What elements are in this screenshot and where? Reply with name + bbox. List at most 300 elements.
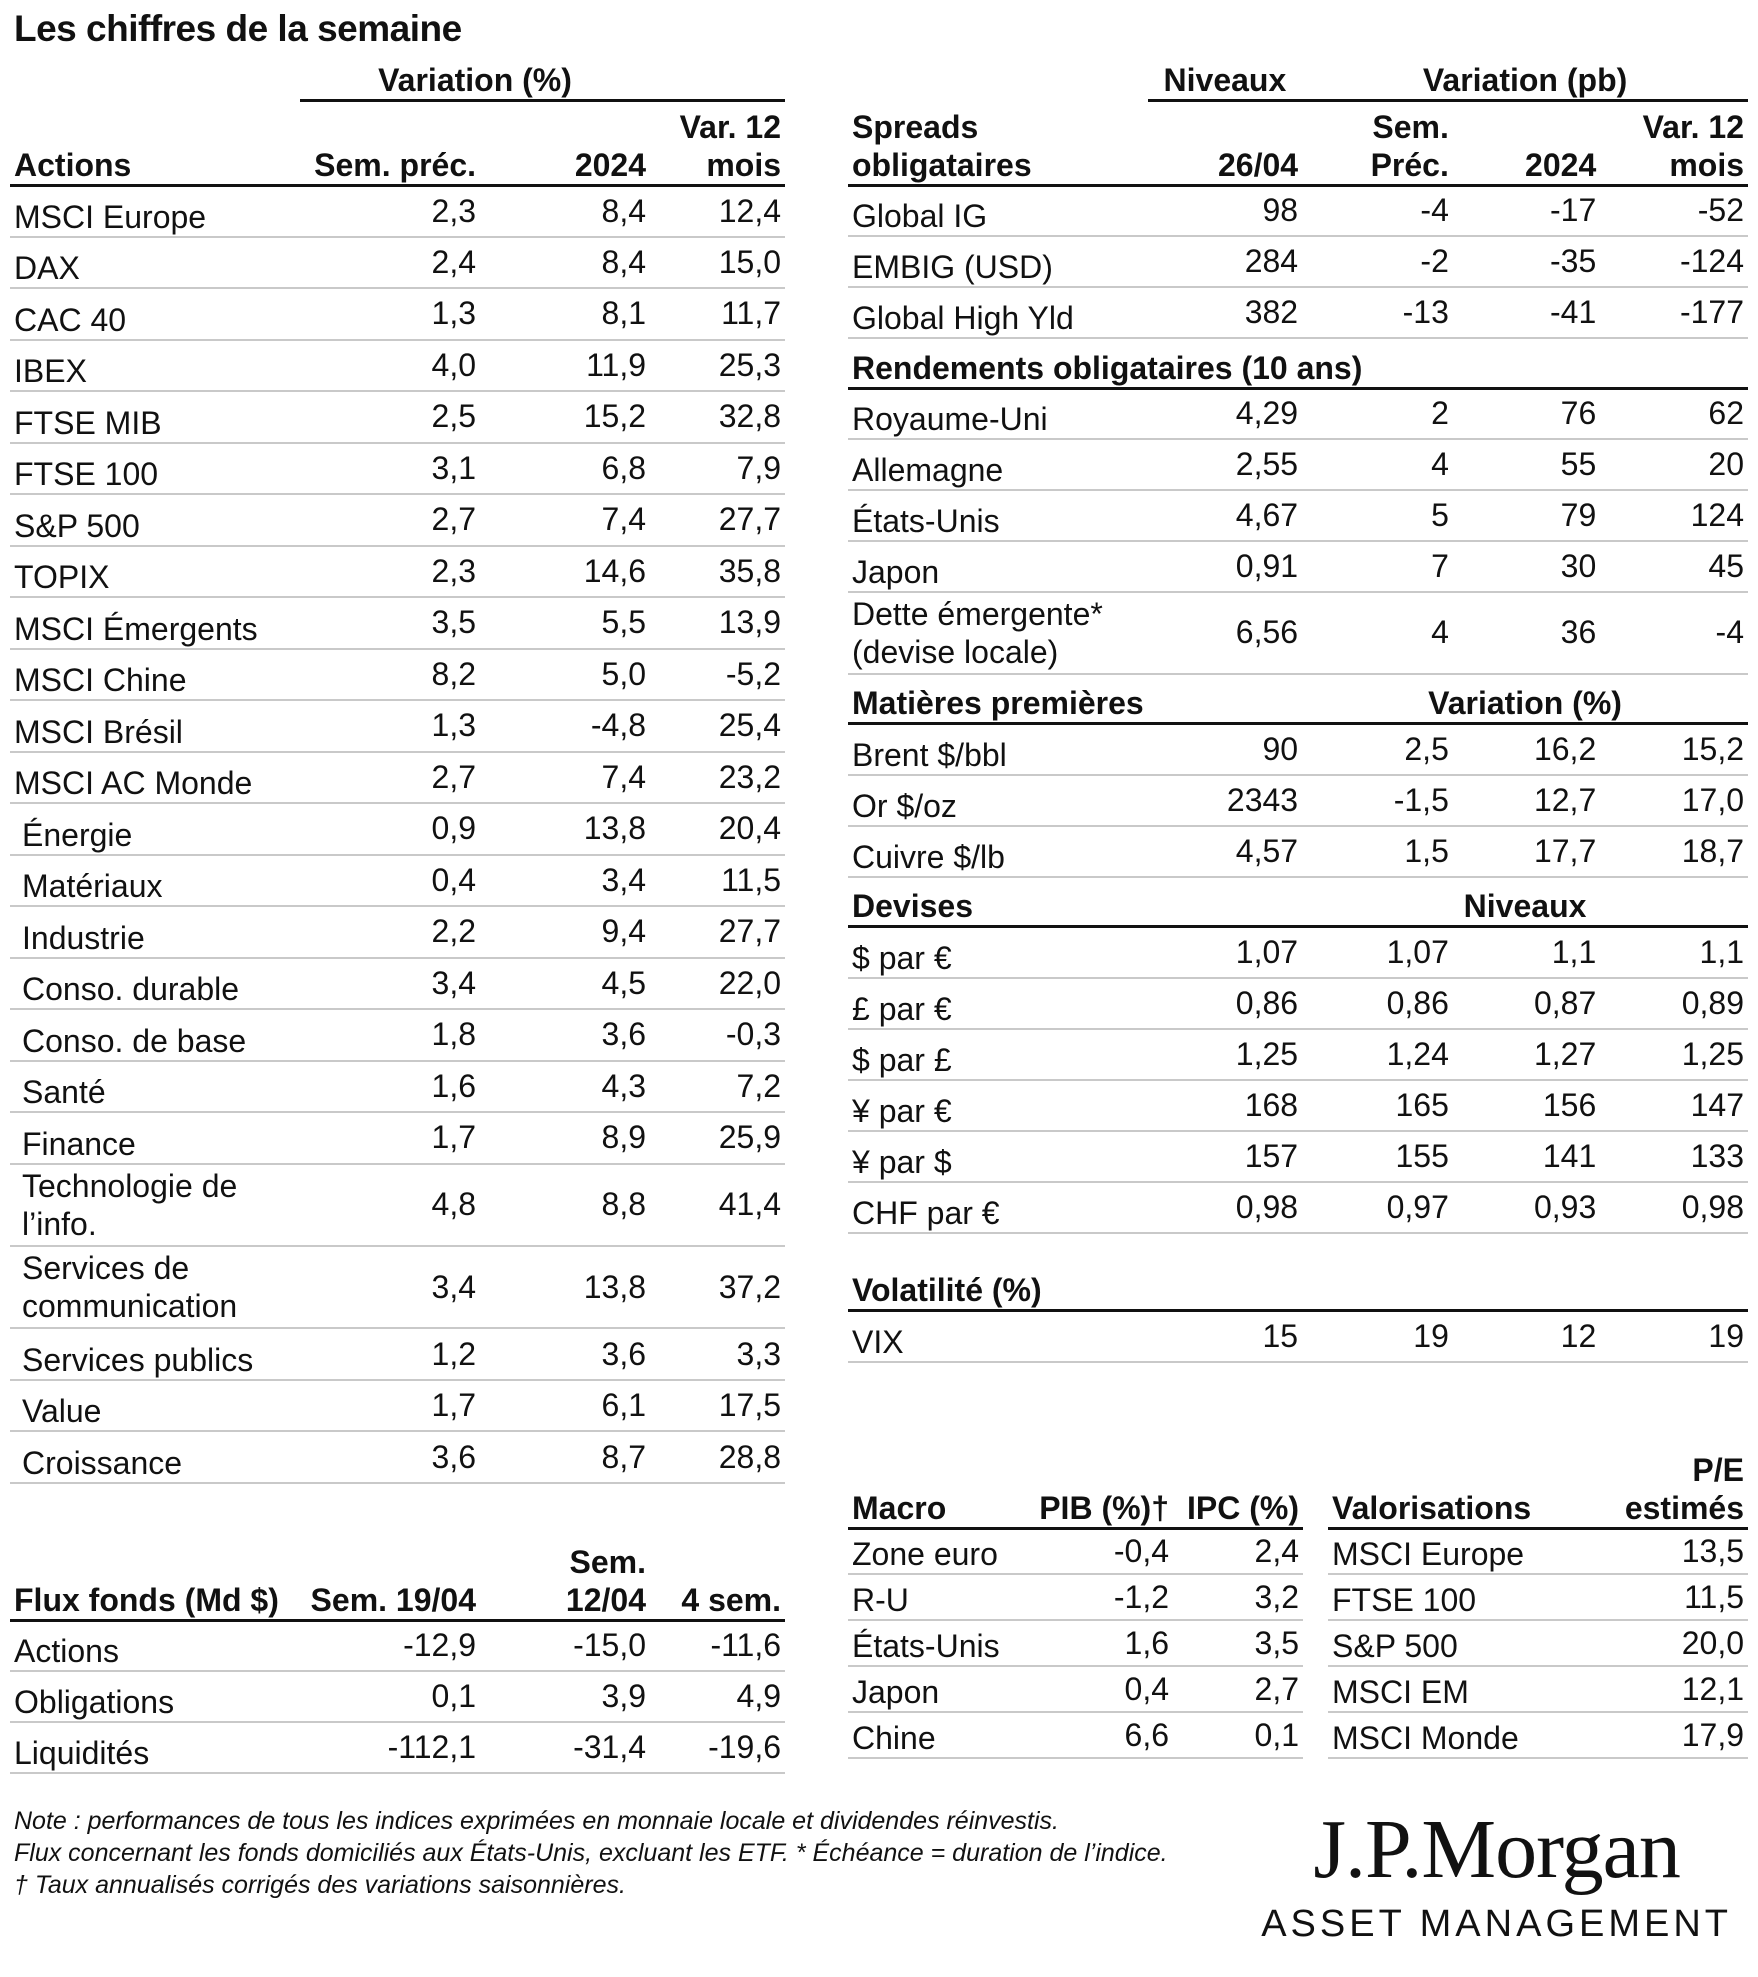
row-value: 2,4 bbox=[300, 237, 480, 289]
spreads-header-ytd: 2024 bbox=[1453, 100, 1600, 185]
row-value: 3,6 bbox=[300, 1431, 480, 1483]
row-value: -4 bbox=[1600, 592, 1748, 674]
row-value: 36 bbox=[1453, 592, 1600, 674]
row-value: 2343 bbox=[1148, 775, 1302, 826]
row-value: 2,2 bbox=[300, 906, 480, 958]
row-value: 8,2 bbox=[300, 649, 480, 701]
row-value: 141 bbox=[1453, 1131, 1600, 1182]
row-value: 1,25 bbox=[1600, 1029, 1748, 1080]
row-value: 3,6 bbox=[480, 1009, 650, 1061]
row-value: 2,3 bbox=[300, 185, 480, 237]
row-label: MSCI Émergents bbox=[10, 597, 300, 649]
table-row bbox=[1328, 1620, 1748, 1666]
row-value: 3,5 bbox=[1173, 1620, 1303, 1666]
table-row bbox=[10, 803, 785, 855]
row-value: 7 bbox=[1302, 541, 1453, 592]
macro-header-name: Macro bbox=[848, 1448, 1028, 1528]
row-value: 12,7 bbox=[1453, 775, 1600, 826]
row-value: 32,8 bbox=[650, 391, 785, 443]
row-label: $ par £ bbox=[848, 1029, 1148, 1080]
table-row bbox=[10, 1246, 785, 1328]
row-value: 25,4 bbox=[650, 700, 785, 752]
row-value: 0,98 bbox=[1148, 1182, 1302, 1233]
row-value: 0,9 bbox=[300, 803, 480, 855]
table-row bbox=[10, 185, 785, 237]
table-row bbox=[848, 592, 1748, 674]
row-value: 0,86 bbox=[1302, 978, 1453, 1029]
row-value: 15,0 bbox=[650, 237, 785, 289]
row-value: 6,56 bbox=[1148, 592, 1302, 674]
table-row bbox=[10, 1328, 785, 1380]
section-title: Devises bbox=[848, 877, 1148, 927]
row-value: 133 bbox=[1600, 1131, 1748, 1182]
table-row bbox=[848, 1574, 1303, 1620]
row-label: CAC 40 bbox=[10, 288, 300, 340]
row-label: EMBIG (USD) bbox=[848, 236, 1148, 287]
row-value: 4,57 bbox=[1148, 826, 1302, 877]
row-label: IBEX bbox=[10, 340, 300, 392]
row-value: 11,7 bbox=[650, 288, 785, 340]
row-label: Croissance bbox=[10, 1431, 300, 1483]
table-row bbox=[848, 1080, 1748, 1131]
row-value: 0,4 bbox=[300, 855, 480, 907]
row-value: 4,5 bbox=[480, 958, 650, 1010]
row-value: -19,6 bbox=[650, 1722, 785, 1773]
flux-table bbox=[10, 1535, 785, 1774]
row-value: 12 bbox=[1453, 1311, 1600, 1362]
row-value: 7,4 bbox=[480, 494, 650, 546]
table-row bbox=[10, 855, 785, 907]
row-value: 45 bbox=[1600, 541, 1748, 592]
row-label: Or $/oz bbox=[848, 775, 1148, 826]
row-value: -1,5 bbox=[1302, 775, 1453, 826]
row-value: 37,2 bbox=[650, 1246, 785, 1328]
row-value: 1,6 bbox=[300, 1061, 480, 1113]
row-value: 11,9 bbox=[480, 340, 650, 392]
table-row bbox=[10, 1112, 785, 1164]
table-row bbox=[848, 978, 1748, 1029]
row-value: 3,9 bbox=[480, 1671, 650, 1722]
row-value: 17,7 bbox=[1453, 826, 1600, 877]
row-label: Industrie bbox=[10, 906, 300, 958]
row-value: 0,93 bbox=[1453, 1182, 1600, 1233]
row-value: 7,2 bbox=[650, 1061, 785, 1113]
row-value: 3,1 bbox=[300, 443, 480, 495]
actions-table bbox=[10, 58, 785, 1484]
section-title: Rendements obligataires (10 ans) bbox=[848, 338, 1748, 388]
table-row bbox=[1328, 1712, 1748, 1758]
row-label: Brent $/bbl bbox=[848, 724, 1148, 775]
table-row bbox=[10, 494, 785, 546]
row-value: -1,2 bbox=[1028, 1574, 1173, 1620]
row-value: 7,4 bbox=[480, 752, 650, 804]
table-row bbox=[1328, 1574, 1748, 1620]
row-value: 25,9 bbox=[650, 1112, 785, 1164]
row-label: Cuivre $/lb bbox=[848, 826, 1148, 877]
row-label: DAX bbox=[10, 237, 300, 289]
row-value: 3,6 bbox=[480, 1328, 650, 1380]
spreads-header-week: Sem. Préc. bbox=[1302, 100, 1453, 185]
row-label: Chine bbox=[848, 1712, 1028, 1758]
row-value: 3,4 bbox=[480, 855, 650, 907]
row-value: 2,7 bbox=[1173, 1666, 1303, 1712]
row-value: 16,2 bbox=[1453, 724, 1600, 775]
row-label: Dette émergente* (devise locale) bbox=[848, 592, 1148, 674]
row-value: -0,4 bbox=[1028, 1528, 1173, 1574]
row-label: MSCI Brésil bbox=[10, 700, 300, 752]
row-value: 0,86 bbox=[1148, 978, 1302, 1029]
section-header bbox=[848, 877, 1748, 927]
table-row bbox=[10, 340, 785, 392]
row-label: FTSE 100 bbox=[10, 443, 300, 495]
row-value: 1,25 bbox=[1148, 1029, 1302, 1080]
row-value: -15,0 bbox=[480, 1620, 650, 1671]
row-value: 22,0 bbox=[650, 958, 785, 1010]
valo-header-pe: P/E estimés bbox=[1578, 1448, 1748, 1528]
row-value: 8,8 bbox=[480, 1164, 650, 1246]
row-label: Royaume-Uni bbox=[848, 388, 1148, 439]
macro-header-cpi: IPC (%) bbox=[1173, 1448, 1303, 1528]
table-row bbox=[848, 388, 1748, 439]
row-value: 155 bbox=[1302, 1131, 1453, 1182]
row-value: 168 bbox=[1148, 1080, 1302, 1131]
row-value: -31,4 bbox=[480, 1722, 650, 1773]
row-value: 11,5 bbox=[650, 855, 785, 907]
table-row bbox=[10, 1061, 785, 1113]
valo-header-name: Valorisations bbox=[1328, 1448, 1578, 1528]
table-row bbox=[848, 826, 1748, 877]
spreads-group-levels: Niveaux bbox=[1148, 58, 1302, 100]
row-value: 3,4 bbox=[300, 958, 480, 1010]
macro-header-gdp: PIB (%)† bbox=[1028, 1448, 1173, 1528]
section-empty bbox=[1148, 674, 1302, 724]
row-value: 1,6 bbox=[1028, 1620, 1173, 1666]
row-value: 4 bbox=[1302, 592, 1453, 674]
row-value: 20 bbox=[1600, 439, 1748, 490]
table-row bbox=[848, 1666, 1303, 1712]
row-value: 18,7 bbox=[1600, 826, 1748, 877]
table-row bbox=[1328, 1528, 1748, 1574]
row-value: 0,1 bbox=[300, 1671, 480, 1722]
flux-header-name: Flux fonds (Md $) bbox=[10, 1535, 300, 1620]
row-value: 157 bbox=[1148, 1131, 1302, 1182]
row-value: 284 bbox=[1148, 236, 1302, 287]
table-row bbox=[10, 1164, 785, 1246]
row-value: 1,24 bbox=[1302, 1029, 1453, 1080]
row-label: Japon bbox=[848, 1666, 1028, 1712]
row-value: 17,0 bbox=[1600, 775, 1748, 826]
row-value: 3,3 bbox=[650, 1328, 785, 1380]
table-row bbox=[10, 597, 785, 649]
row-label: Global High Yld bbox=[848, 287, 1148, 338]
flux-header-2: Sem. 12/04 bbox=[480, 1535, 650, 1620]
footnote-3: † Taux annualisés corrigés des variations saisonnières. bbox=[14, 1871, 626, 1899]
actions-header-name: Actions bbox=[10, 100, 300, 185]
row-value: 1,5 bbox=[1302, 826, 1453, 877]
row-label: FTSE 100 bbox=[1328, 1574, 1578, 1620]
table-row bbox=[10, 443, 785, 495]
row-label: Allemagne bbox=[848, 439, 1148, 490]
row-label: Japon bbox=[848, 541, 1148, 592]
row-label: S&P 500 bbox=[10, 494, 300, 546]
actions-header-ytd: 2024 bbox=[480, 100, 650, 185]
row-value: 15,2 bbox=[1600, 724, 1748, 775]
row-label: FTSE MIB bbox=[10, 391, 300, 443]
row-value: 4,8 bbox=[300, 1164, 480, 1246]
row-value: -2 bbox=[1302, 236, 1453, 287]
section-header bbox=[848, 338, 1748, 388]
row-value: 4,3 bbox=[480, 1061, 650, 1113]
table-row bbox=[10, 906, 785, 958]
row-value: -0,3 bbox=[650, 1009, 785, 1061]
row-value: 0,87 bbox=[1453, 978, 1600, 1029]
row-value: 4,29 bbox=[1148, 388, 1302, 439]
row-value: 5,5 bbox=[480, 597, 650, 649]
row-value: 8,1 bbox=[480, 288, 650, 340]
section-empty bbox=[1148, 877, 1302, 927]
row-value: 23,2 bbox=[650, 752, 785, 804]
table-row bbox=[848, 1311, 1748, 1362]
row-value: -12,9 bbox=[300, 1620, 480, 1671]
section-header bbox=[848, 674, 1748, 724]
table-row bbox=[848, 1712, 1303, 1758]
row-value: 4,67 bbox=[1148, 490, 1302, 541]
row-value: 13,8 bbox=[480, 803, 650, 855]
logo-subtitle: ASSET MANAGEMENT bbox=[1261, 1903, 1732, 1945]
row-value: 15 bbox=[1148, 1311, 1302, 1362]
row-label: Liquidités bbox=[10, 1722, 300, 1773]
row-value: 19 bbox=[1302, 1311, 1453, 1362]
row-value: 3,2 bbox=[1173, 1574, 1303, 1620]
row-label: États-Unis bbox=[848, 1620, 1028, 1666]
row-value: 19 bbox=[1600, 1311, 1748, 1362]
row-label: MSCI Europe bbox=[10, 185, 300, 237]
row-value: -13 bbox=[1302, 287, 1453, 338]
spreads-header-12m: Var. 12 mois bbox=[1600, 100, 1748, 185]
spreads-header-name: Spreads obligataires bbox=[848, 100, 1148, 185]
row-label: VIX bbox=[848, 1311, 1148, 1362]
table-row bbox=[848, 1131, 1748, 1182]
row-label: MSCI AC Monde bbox=[10, 752, 300, 804]
table-row bbox=[848, 724, 1748, 775]
row-value: -5,2 bbox=[650, 649, 785, 701]
table-row bbox=[848, 541, 1748, 592]
row-label: Services publics bbox=[10, 1328, 300, 1380]
row-value: 8,4 bbox=[480, 185, 650, 237]
row-value: 382 bbox=[1148, 287, 1302, 338]
row-value: 4,9 bbox=[650, 1671, 785, 1722]
row-value: 1,3 bbox=[300, 700, 480, 752]
logo-wordmark: J.P.Morgan bbox=[1313, 1803, 1680, 1896]
row-value: 98 bbox=[1148, 185, 1302, 236]
table-row bbox=[10, 700, 785, 752]
actions-header-12m: Var. 12 mois bbox=[650, 100, 785, 185]
row-value: 76 bbox=[1453, 388, 1600, 439]
row-value: 12,1 bbox=[1578, 1666, 1748, 1712]
row-label: R-U bbox=[848, 1574, 1028, 1620]
row-value: 4,0 bbox=[300, 340, 480, 392]
row-value: -112,1 bbox=[300, 1722, 480, 1773]
table-row bbox=[848, 1182, 1748, 1233]
row-value: 3,5 bbox=[300, 597, 480, 649]
row-value: -41 bbox=[1453, 287, 1600, 338]
row-value: 2,55 bbox=[1148, 439, 1302, 490]
row-label: Conso. de base bbox=[10, 1009, 300, 1061]
row-value: 1,2 bbox=[300, 1328, 480, 1380]
row-value: -17 bbox=[1453, 185, 1600, 236]
table-row bbox=[10, 288, 785, 340]
row-value: 11,5 bbox=[1578, 1574, 1748, 1620]
row-value: 13,9 bbox=[650, 597, 785, 649]
table-row bbox=[848, 775, 1748, 826]
table-row bbox=[10, 237, 785, 289]
row-label: S&P 500 bbox=[1328, 1620, 1578, 1666]
row-value: -52 bbox=[1600, 185, 1748, 236]
section-sub: Variation (%) bbox=[1302, 674, 1748, 724]
table-row bbox=[848, 439, 1748, 490]
table-row bbox=[10, 391, 785, 443]
row-value: -124 bbox=[1600, 236, 1748, 287]
row-value: 0,4 bbox=[1028, 1666, 1173, 1712]
actions-header-week: Sem. préc. bbox=[300, 100, 480, 185]
row-value: 2 bbox=[1302, 388, 1453, 439]
row-value: 0,98 bbox=[1600, 1182, 1748, 1233]
row-value: 3,4 bbox=[300, 1246, 480, 1328]
table-row bbox=[848, 236, 1748, 287]
row-value: -4,8 bbox=[480, 700, 650, 752]
row-value: 20,4 bbox=[650, 803, 785, 855]
row-value: -35 bbox=[1453, 236, 1600, 287]
row-value: -4 bbox=[1302, 185, 1453, 236]
row-value: 8,9 bbox=[480, 1112, 650, 1164]
row-value: 1,7 bbox=[300, 1112, 480, 1164]
row-value: 0,89 bbox=[1600, 978, 1748, 1029]
row-value: 5,0 bbox=[480, 649, 650, 701]
row-value: 2,7 bbox=[300, 752, 480, 804]
brand-logo bbox=[1261, 1805, 1732, 1946]
spreads-group-var: Variation (pb) bbox=[1302, 58, 1748, 100]
row-value: 15,2 bbox=[480, 391, 650, 443]
row-label: Services de communication bbox=[10, 1246, 300, 1328]
row-value: 9,4 bbox=[480, 906, 650, 958]
row-value: 2,3 bbox=[300, 546, 480, 598]
row-label: Matériaux bbox=[10, 855, 300, 907]
row-value: 20,0 bbox=[1578, 1620, 1748, 1666]
row-value: 147 bbox=[1600, 1080, 1748, 1131]
row-label: TOPIX bbox=[10, 546, 300, 598]
table-row bbox=[10, 752, 785, 804]
row-value: 1,27 bbox=[1453, 1029, 1600, 1080]
section-title: Matières premières bbox=[848, 674, 1148, 724]
row-label: MSCI Europe bbox=[1328, 1528, 1578, 1574]
table-row bbox=[848, 185, 1748, 236]
footnote-1: Note : performances de tous les indices exprimées en monnaie locale et dividendes réinvestis. bbox=[14, 1807, 1059, 1835]
row-value: 17,9 bbox=[1578, 1712, 1748, 1758]
row-value: 13,5 bbox=[1578, 1528, 1748, 1574]
row-label: Value bbox=[10, 1380, 300, 1432]
row-value: 8,4 bbox=[480, 237, 650, 289]
row-value: 14,6 bbox=[480, 546, 650, 598]
footnote-2: Flux concernant les fonds domiciliés aux États-Unis, excluant les ETF. * Échéance = duration de l’indice. bbox=[14, 1839, 1168, 1867]
row-value: 17,5 bbox=[650, 1380, 785, 1432]
row-value: 2,5 bbox=[300, 391, 480, 443]
table-row bbox=[10, 1671, 785, 1722]
table-row bbox=[10, 958, 785, 1010]
row-label: ¥ par $ bbox=[848, 1131, 1148, 1182]
table-row bbox=[848, 927, 1748, 978]
row-value: 7,9 bbox=[650, 443, 785, 495]
row-label: ¥ par € bbox=[848, 1080, 1148, 1131]
row-value: 35,8 bbox=[650, 546, 785, 598]
row-value: -177 bbox=[1600, 287, 1748, 338]
row-label: Obligations bbox=[10, 1671, 300, 1722]
row-value: 1,1 bbox=[1600, 927, 1748, 978]
footnotes bbox=[14, 1805, 1214, 1901]
row-value: -11,6 bbox=[650, 1620, 785, 1671]
row-value: 6,6 bbox=[1028, 1712, 1173, 1758]
row-value: 2,7 bbox=[300, 494, 480, 546]
macro-table bbox=[848, 1448, 1303, 1759]
row-value: 90 bbox=[1148, 724, 1302, 775]
row-value: 27,7 bbox=[650, 906, 785, 958]
row-value: 13,8 bbox=[480, 1246, 650, 1328]
row-label: MSCI EM bbox=[1328, 1666, 1578, 1712]
row-value: 0,97 bbox=[1302, 1182, 1453, 1233]
row-value: 55 bbox=[1453, 439, 1600, 490]
row-value: 156 bbox=[1453, 1080, 1600, 1131]
row-value: 2,5 bbox=[1302, 724, 1453, 775]
table-row bbox=[10, 1431, 785, 1483]
row-label: Énergie bbox=[10, 803, 300, 855]
row-value: 1,8 bbox=[300, 1009, 480, 1061]
row-value: 124 bbox=[1600, 490, 1748, 541]
section-title: Volatilité (%) bbox=[848, 1261, 1748, 1311]
row-value: 1,3 bbox=[300, 288, 480, 340]
table-row bbox=[848, 1029, 1748, 1080]
row-label: MSCI Monde bbox=[1328, 1712, 1578, 1758]
row-value: 62 bbox=[1600, 388, 1748, 439]
row-value: 30 bbox=[1453, 541, 1600, 592]
row-value: 0,1 bbox=[1173, 1712, 1303, 1758]
table-row bbox=[10, 546, 785, 598]
row-value: 41,4 bbox=[650, 1164, 785, 1246]
row-value: 12,4 bbox=[650, 185, 785, 237]
table-row bbox=[10, 1722, 785, 1773]
spreads-table bbox=[848, 58, 1748, 1363]
row-label: $ par € bbox=[848, 927, 1148, 978]
table-row bbox=[10, 1009, 785, 1061]
table-row bbox=[10, 1620, 785, 1671]
row-value: 8,7 bbox=[480, 1431, 650, 1483]
row-label: Technologie de l’info. bbox=[10, 1164, 300, 1246]
row-value: 5 bbox=[1302, 490, 1453, 541]
row-value: 1,07 bbox=[1148, 927, 1302, 978]
row-value: 6,8 bbox=[480, 443, 650, 495]
table-row bbox=[10, 649, 785, 701]
row-label: Santé bbox=[10, 1061, 300, 1113]
row-value: 6,1 bbox=[480, 1380, 650, 1432]
table-row bbox=[10, 1380, 785, 1432]
row-value: 1,1 bbox=[1453, 927, 1600, 978]
row-value: 1,07 bbox=[1302, 927, 1453, 978]
row-value: 28,8 bbox=[650, 1431, 785, 1483]
row-value: 2,4 bbox=[1173, 1528, 1303, 1574]
table-row bbox=[848, 1620, 1303, 1666]
row-label: £ par € bbox=[848, 978, 1148, 1029]
row-label: CHF par € bbox=[848, 1182, 1148, 1233]
table-row bbox=[1328, 1666, 1748, 1712]
section-sub: Niveaux bbox=[1302, 877, 1748, 927]
